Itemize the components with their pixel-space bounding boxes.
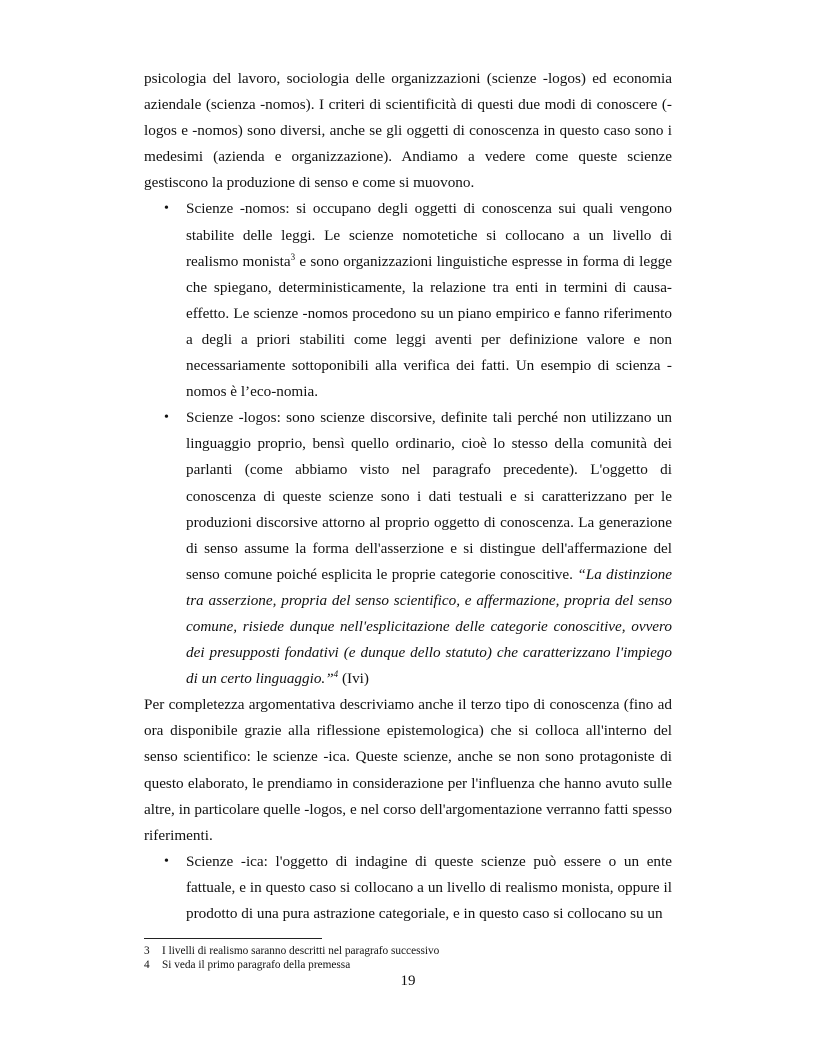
footnote-text: I livelli di realismo saranno descritti nel paragrafo successivo xyxy=(162,945,440,957)
footnote-ref-3[interactable]: 3 xyxy=(290,251,296,262)
nomos-text: Scienze -nomos: si occupano degli oggetti di conoscenza sui quali vengono stabilite delle leggi. Le scienze nomotetiche si collocano a un livello di realismo monista xyxy=(186,200,672,270)
bullet-list-1 xyxy=(144,196,672,692)
list-item-nomos xyxy=(144,196,672,405)
nomos-text-continued: e sono organizzazioni linguistiche espresse in forma di legge che spiegano, deterministicamente, la relazione tra enti in termini di causa-effetto. Le scienze -nomos procedono su un piano empirico e fanno riferimento a degli a priori stabiliti come leggi aventi per definizione valore e non necessariamente sottoponibili alla verifica dei fatti. Un esempio di scienza -nomos è l’eco-nomia. xyxy=(186,252,673,401)
bullet-icon: • xyxy=(164,410,169,426)
logos-quote: “La distinzione tra asserzione, propria del senso scientifico, e affermazione, propria del senso comune, risiede dunque nell'esplicitazione delle categorie conoscitive, ovvero dei presupposti fondativi (e dunque dello statuto) che caratterizzano l'impiego di un certo linguaggio.” xyxy=(186,565,673,688)
footnote-ref-4[interactable]: 4 xyxy=(333,669,339,680)
footnotes xyxy=(144,944,672,972)
quote-source: (Ivi) xyxy=(338,670,369,688)
body-text xyxy=(144,66,672,927)
bullet-icon: • xyxy=(164,201,169,217)
page-number: 19 xyxy=(400,973,416,989)
intro-paragraph: psicologia del lavoro, sociologia delle organizzazioni (scienze -logos) ed economia aziendale (scienza -nomos). I criteri di scientificità di questi due modi di conoscere (-logos e -nomos) sono diversi, anche se gli oggetti di conoscenza in questo caso sono i medesimi (azienda e organizzazione). Andiamo a vedere come queste scienze gestiscono la produzione di senso e come si muovono. xyxy=(144,70,672,192)
logos-text: Scienze -logos: sono scienze discorsive, definite tali perché non utilizzano un linguaggio proprio, bensì quello ordinario, cioè lo stesso della comunità dei parlanti (come abbiamo visto nel paragrafo precedente). L'oggetto di conoscenza di queste scienze sono i dati testuali e si caratterizzano per le produzioni discorsive attorno al proprio oggetto di conoscenza. La generazione di senso assume la forma dell'asserzione e si distingue dell'affermazione del senso comune poiché esplicita le proprie categorie conoscitive. xyxy=(186,409,672,583)
footnote-number: 3 xyxy=(144,945,150,957)
bullet-icon: • xyxy=(164,853,169,869)
list-item-ica xyxy=(144,849,672,927)
footnote-4 xyxy=(144,958,672,972)
ica-text: Scienze -ica: l'oggetto di indagine di queste scienze può essere o un ente fattuale, e in questo caso si collocano a un livello di realismo monista, oppure il prodotto di una pura astrazione categoriale, e in questo caso si collocano su un xyxy=(186,852,672,922)
list-item-logos xyxy=(144,405,672,692)
middle-paragraph: Per completezza argomentativa descriviamo anche il terzo tipo di conoscenza (fino ad ora disponibile grazie alla riflessione epistemologica) che si colloca all'interno del senso scientifico: le scienze -ica. Queste scienze, anche se non sono protagoniste di questo elaborato, le prendiamo in considerazione per l'influenza che hanno avuto sulle altre, in particolare quelle -logos, e nel corso dell'argomentazione verranno fatti spesso riferimenti. xyxy=(144,696,672,844)
bullet-list-2 xyxy=(144,849,672,927)
footnote-divider xyxy=(144,938,322,939)
footnote-3 xyxy=(144,944,672,958)
footnote-text: Si veda il primo paragrafo della premessa xyxy=(162,959,351,971)
footnote-number: 4 xyxy=(144,959,150,971)
